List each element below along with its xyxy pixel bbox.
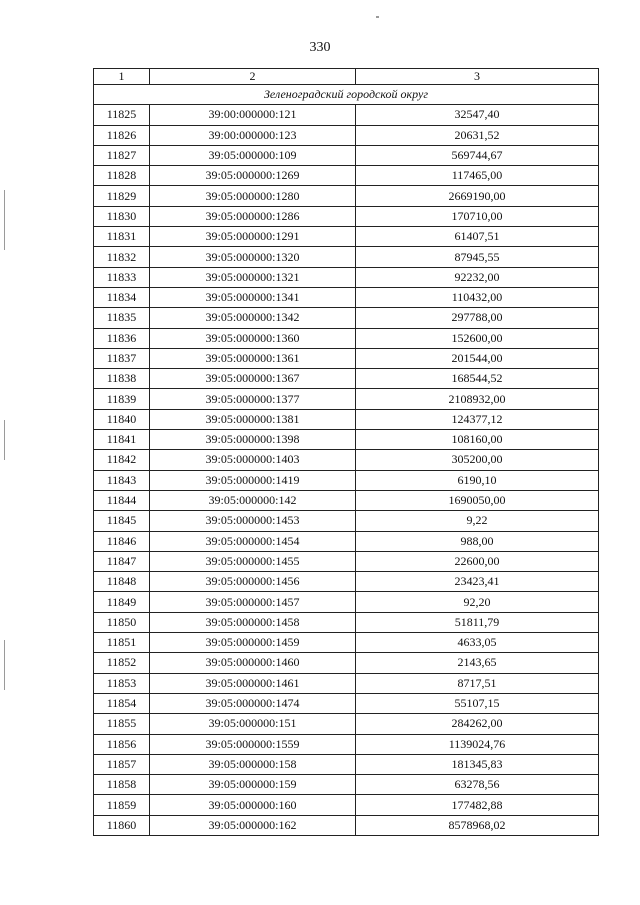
row-number-cell: 11848	[94, 572, 150, 592]
value-cell: 2143,65	[356, 653, 599, 673]
value-cell: 297788,00	[356, 308, 599, 328]
row-number-cell: 11837	[94, 348, 150, 368]
cadastral-number-cell: 39:05:000000:1280	[150, 186, 356, 206]
section-row	[94, 85, 599, 105]
table-row	[94, 166, 599, 186]
row-number-cell: 11833	[94, 267, 150, 287]
table-row	[94, 470, 599, 490]
table-row	[94, 348, 599, 368]
value-cell: 181345,83	[356, 754, 599, 774]
row-number-cell: 11851	[94, 633, 150, 653]
value-cell: 108160,00	[356, 430, 599, 450]
value-cell: 4633,05	[356, 633, 599, 653]
row-number-cell: 11827	[94, 145, 150, 165]
table-row	[94, 693, 599, 713]
table-row	[94, 612, 599, 632]
row-number-cell: 11845	[94, 511, 150, 531]
scan-mark	[4, 190, 5, 250]
cadastral-number-cell: 39:05:000000:1360	[150, 328, 356, 348]
cadastral-number-cell: 39:05:000000:1320	[150, 247, 356, 267]
column-header: 1	[94, 69, 150, 85]
scan-mark	[4, 420, 5, 460]
table-row	[94, 105, 599, 125]
cadastral-number-cell: 39:00:000000:123	[150, 125, 356, 145]
cadastral-number-cell: 39:05:000000:1291	[150, 227, 356, 247]
table-row	[94, 186, 599, 206]
row-number-cell: 11836	[94, 328, 150, 348]
value-cell: 32547,40	[356, 105, 599, 125]
table-row	[94, 409, 599, 429]
table-row	[94, 206, 599, 226]
registry-table	[93, 68, 599, 836]
cadastral-number-cell: 39:05:000000:1474	[150, 693, 356, 713]
table-row	[94, 227, 599, 247]
cadastral-number-cell: 39:00:000000:121	[150, 105, 356, 125]
value-cell: 1690050,00	[356, 490, 599, 510]
cadastral-number-cell: 39:05:000000:1286	[150, 206, 356, 226]
table-row	[94, 734, 599, 754]
value-cell: 23423,41	[356, 572, 599, 592]
cadastral-number-cell: 39:05:000000:1453	[150, 511, 356, 531]
row-number-cell: 11850	[94, 612, 150, 632]
cadastral-number-cell: 39:05:000000:1321	[150, 267, 356, 287]
cadastral-number-cell: 39:05:000000:162	[150, 815, 356, 835]
cadastral-number-cell: 39:05:000000:1456	[150, 572, 356, 592]
table-row	[94, 714, 599, 734]
table-row	[94, 531, 599, 551]
cadastral-number-cell: 39:05:000000:158	[150, 754, 356, 774]
row-number-cell: 11853	[94, 673, 150, 693]
value-cell: 110432,00	[356, 287, 599, 307]
cadastral-number-cell: 39:05:000000:1458	[150, 612, 356, 632]
cadastral-number-cell: 39:05:000000:1367	[150, 369, 356, 389]
value-cell: 170710,00	[356, 206, 599, 226]
cadastral-number-cell: 39:05:000000:142	[150, 490, 356, 510]
cadastral-number-cell: 39:05:000000:1559	[150, 734, 356, 754]
header-row	[94, 69, 599, 85]
row-number-cell: 11856	[94, 734, 150, 754]
row-number-cell: 11826	[94, 125, 150, 145]
row-number-cell: 11857	[94, 754, 150, 774]
row-number-cell: 11855	[94, 714, 150, 734]
cadastral-number-cell: 39:05:000000:1377	[150, 389, 356, 409]
table-row	[94, 795, 599, 815]
row-number-cell: 11852	[94, 653, 150, 673]
scan-mark	[4, 640, 5, 690]
value-cell: 305200,00	[356, 450, 599, 470]
value-cell: 117465,00	[356, 166, 599, 186]
cadastral-number-cell: 39:05:000000:1457	[150, 592, 356, 612]
cadastral-number-cell: 39:05:000000:1403	[150, 450, 356, 470]
cadastral-number-cell: 39:05:000000:151	[150, 714, 356, 734]
table-row	[94, 287, 599, 307]
value-cell: 152600,00	[356, 328, 599, 348]
table-row	[94, 308, 599, 328]
value-cell: 124377,12	[356, 409, 599, 429]
value-cell: 6190,10	[356, 470, 599, 490]
value-cell: 2669190,00	[356, 186, 599, 206]
value-cell: 92,20	[356, 592, 599, 612]
row-number-cell: 11847	[94, 551, 150, 571]
table-row	[94, 633, 599, 653]
table-row	[94, 267, 599, 287]
value-cell: 55107,15	[356, 693, 599, 713]
cadastral-number-cell: 39:05:000000:1398	[150, 430, 356, 450]
cadastral-number-cell: 39:05:000000:1454	[150, 531, 356, 551]
scan-mark	[376, 16, 379, 18]
row-number-cell: 11828	[94, 166, 150, 186]
row-number-cell: 11839	[94, 389, 150, 409]
value-cell: 87945,55	[356, 247, 599, 267]
value-cell: 177482,88	[356, 795, 599, 815]
table-row	[94, 815, 599, 835]
value-cell: 569744,67	[356, 145, 599, 165]
row-number-cell: 11859	[94, 795, 150, 815]
value-cell: 988,00	[356, 531, 599, 551]
row-number-cell: 11858	[94, 775, 150, 795]
row-number-cell: 11829	[94, 186, 150, 206]
value-cell: 168544,52	[356, 369, 599, 389]
cadastral-number-cell: 39:05:000000:159	[150, 775, 356, 795]
table-row	[94, 775, 599, 795]
cadastral-number-cell: 39:05:000000:1381	[150, 409, 356, 429]
cadastral-number-cell: 39:05:000000:1461	[150, 673, 356, 693]
cadastral-number-cell: 39:05:000000:1341	[150, 287, 356, 307]
row-number-cell: 11834	[94, 287, 150, 307]
value-cell: 2108932,00	[356, 389, 599, 409]
row-number-cell: 11832	[94, 247, 150, 267]
value-cell: 61407,51	[356, 227, 599, 247]
row-number-cell: 11841	[94, 430, 150, 450]
table-row	[94, 592, 599, 612]
value-cell: 8578968,02	[356, 815, 599, 835]
column-header: 3	[356, 69, 599, 85]
row-number-cell: 11849	[94, 592, 150, 612]
table-row	[94, 247, 599, 267]
table-row	[94, 430, 599, 450]
table-row	[94, 511, 599, 531]
row-number-cell: 11830	[94, 206, 150, 226]
row-number-cell: 11846	[94, 531, 150, 551]
row-number-cell: 11860	[94, 815, 150, 835]
value-cell: 51811,79	[356, 612, 599, 632]
row-number-cell: 11843	[94, 470, 150, 490]
row-number-cell: 11854	[94, 693, 150, 713]
cadastral-number-cell: 39:05:000000:109	[150, 145, 356, 165]
cadastral-number-cell: 39:05:000000:160	[150, 795, 356, 815]
table-row	[94, 653, 599, 673]
cadastral-number-cell: 39:05:000000:1342	[150, 308, 356, 328]
table-row	[94, 673, 599, 693]
table-row	[94, 450, 599, 470]
value-cell: 284262,00	[356, 714, 599, 734]
row-number-cell: 11831	[94, 227, 150, 247]
value-cell: 201544,00	[356, 348, 599, 368]
table-row	[94, 754, 599, 774]
cadastral-number-cell: 39:05:000000:1455	[150, 551, 356, 571]
table-row	[94, 572, 599, 592]
table-row	[94, 551, 599, 571]
table-row	[94, 389, 599, 409]
row-number-cell: 11840	[94, 409, 150, 429]
cadastral-number-cell: 39:05:000000:1269	[150, 166, 356, 186]
cadastral-number-cell: 39:05:000000:1419	[150, 470, 356, 490]
table-row	[94, 369, 599, 389]
page-number: 330	[309, 40, 331, 55]
value-cell: 8717,51	[356, 673, 599, 693]
row-number-cell: 11825	[94, 105, 150, 125]
column-header: 2	[150, 69, 356, 85]
value-cell: 1139024,76	[356, 734, 599, 754]
cadastral-number-cell: 39:05:000000:1361	[150, 348, 356, 368]
row-number-cell: 11842	[94, 450, 150, 470]
row-number-cell: 11838	[94, 369, 150, 389]
table-row	[94, 328, 599, 348]
value-cell: 22600,00	[356, 551, 599, 571]
value-cell: 9,22	[356, 511, 599, 531]
row-number-cell: 11835	[94, 308, 150, 328]
value-cell: 92232,00	[356, 267, 599, 287]
value-cell: 63278,56	[356, 775, 599, 795]
table-row	[94, 490, 599, 510]
cadastral-number-cell: 39:05:000000:1459	[150, 633, 356, 653]
table-row	[94, 145, 599, 165]
table-row	[94, 125, 599, 145]
value-cell: 20631,52	[356, 125, 599, 145]
section-title: Зеленоградский городской округ	[94, 85, 599, 105]
cadastral-number-cell: 39:05:000000:1460	[150, 653, 356, 673]
row-number-cell: 11844	[94, 490, 150, 510]
